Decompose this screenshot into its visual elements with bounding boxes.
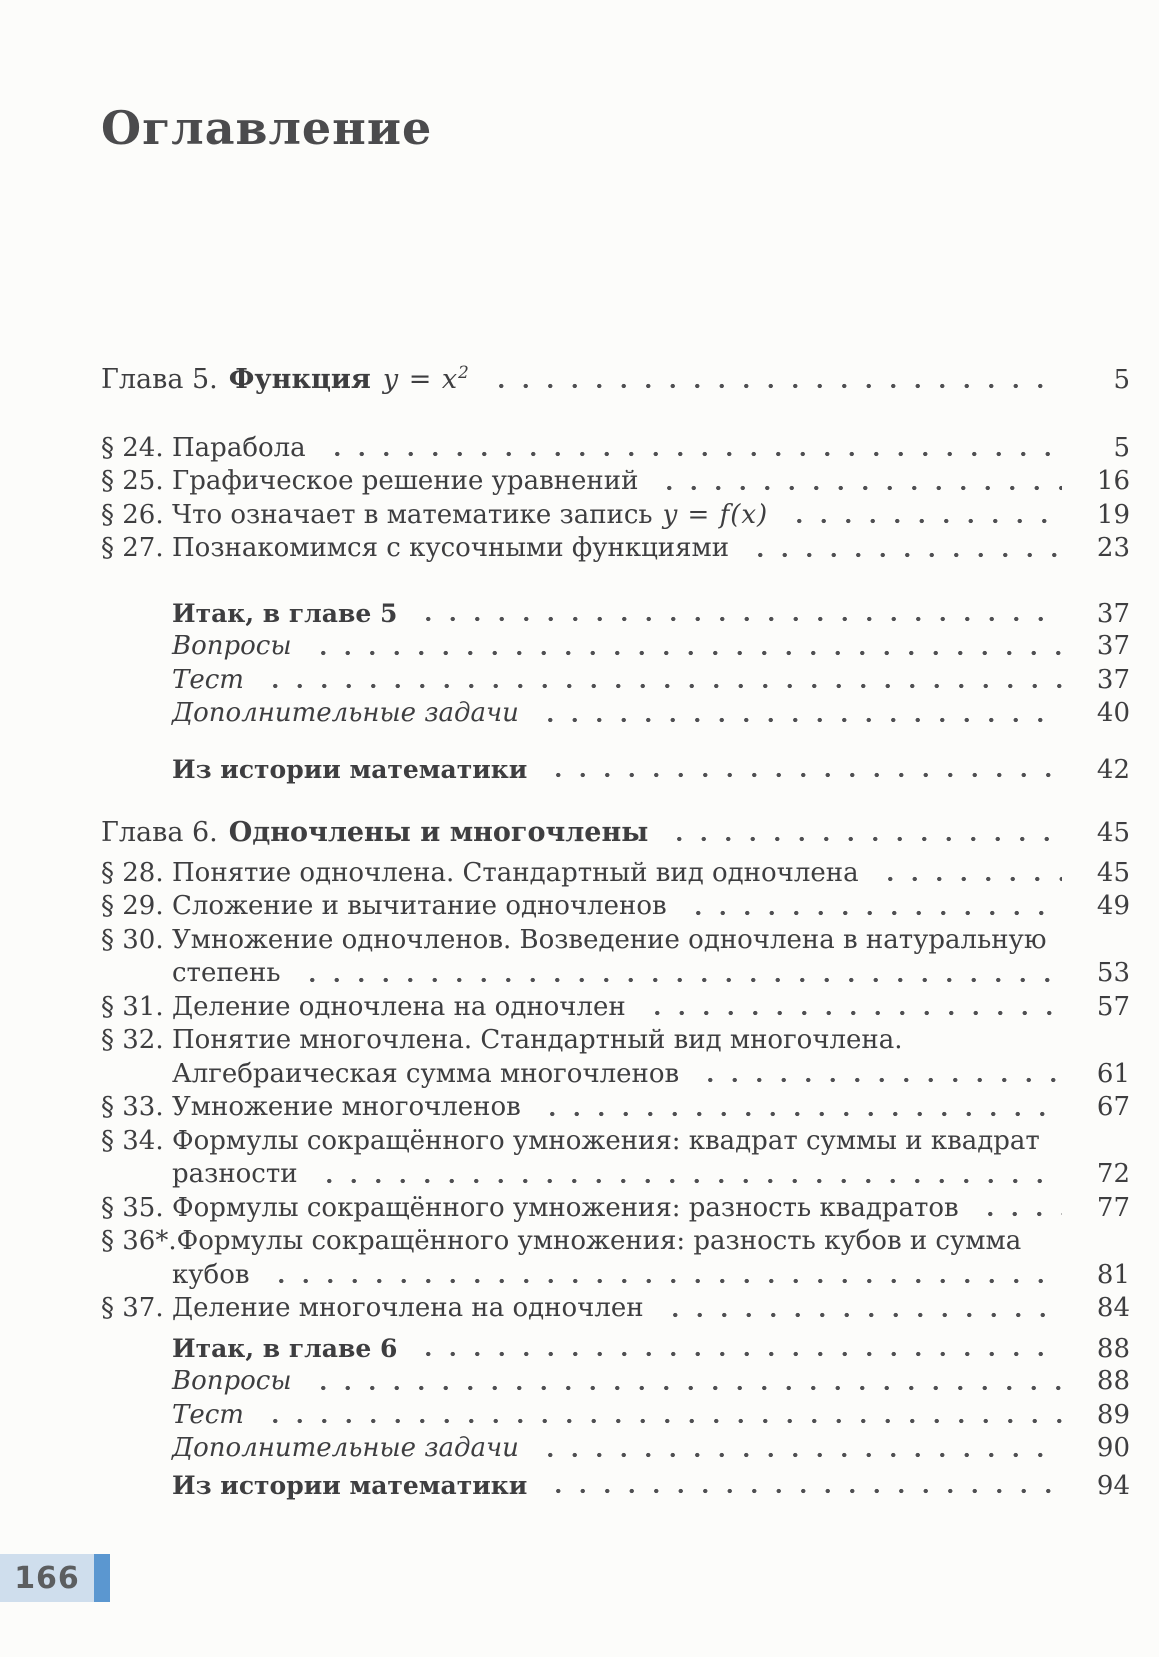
- toc-group-chapter5-extras: [101, 597, 1130, 731]
- entry-text: Деление многочлена на одночлен: [172, 1293, 644, 1323]
- entry-text: Деление одночлена на одночлен: [172, 991, 626, 1022]
- section-number: § 34.: [101, 1125, 164, 1156]
- toc-entry: [101, 1469, 1130, 1503]
- entry-page-number: 67: [1096, 1092, 1130, 1122]
- section-number: § 26.: [101, 499, 164, 530]
- section-number: § 32.: [101, 1025, 164, 1055]
- toc-entry: [101, 432, 1130, 466]
- dot-leader: [528, 1432, 1062, 1466]
- dot-leader: [528, 697, 1062, 731]
- dot-leader: [253, 664, 1062, 698]
- dot-leader: [536, 753, 1062, 787]
- dot-leader: [688, 1058, 1062, 1092]
- entry-page-number: 37: [1096, 631, 1130, 661]
- entry-text: Вопросы: [172, 631, 292, 661]
- toc-entry: [101, 924, 1130, 958]
- entry-text: Умножение многочленов: [172, 1092, 521, 1122]
- dot-leader: [259, 1259, 1063, 1293]
- dot-leader: [253, 1399, 1062, 1433]
- entry-text: Вопросы: [172, 1366, 292, 1396]
- entry-page-number: 45: [1096, 857, 1130, 888]
- toc-entry: [101, 1432, 1130, 1466]
- dot-leader: [479, 363, 1062, 397]
- toc-entry: [101, 1091, 1130, 1125]
- entry-text: Формулы сокращённого умножения: квадрат суммы и квадрат: [172, 1125, 1040, 1156]
- chapter-label: Глава 6.: [101, 817, 218, 848]
- entry-text: Формулы сокращённого умножения: разность кубов и сумма: [176, 1226, 1022, 1256]
- entry-page-number: 42: [1096, 754, 1130, 785]
- toc-group-chapter6-sections: [101, 857, 1130, 1326]
- chapter-title: Функция: [228, 364, 371, 395]
- dot-leader: [406, 1332, 1062, 1366]
- dot-leader: [307, 1158, 1062, 1192]
- entry-text: Из истории математики: [172, 1470, 528, 1500]
- entry-text: Тест: [172, 664, 244, 695]
- entry-text: Итак, в главе 5: [172, 598, 398, 628]
- footer-band-light: [0, 1554, 94, 1602]
- footer-page-badge: [0, 1554, 110, 1602]
- dot-leader: [530, 1091, 1062, 1125]
- dot-leader: [738, 532, 1062, 566]
- entry-text: Дополнительные задачи: [172, 1433, 519, 1463]
- entry-page-number: 37: [1096, 598, 1130, 629]
- dot-leader: [315, 432, 1062, 466]
- toc-entry-continuation: [101, 1158, 1130, 1192]
- dot-leader: [635, 991, 1062, 1025]
- toc-entry: [101, 630, 1130, 664]
- toc-group-chapter6-history: [101, 1469, 1130, 1503]
- entry-text: Что означает в математике запись: [172, 499, 653, 530]
- toc-entry-continuation: [101, 957, 1130, 991]
- entry-text: Формулы сокращённого умножения: разность квадратов: [172, 1192, 959, 1223]
- toc-entry: [101, 532, 1130, 566]
- toc-entry: [101, 664, 1130, 698]
- toc-entry: [101, 363, 1130, 397]
- entry-page-number: 57: [1096, 991, 1130, 1022]
- section-number: § 31.: [101, 991, 164, 1022]
- entry-page-number: 49: [1096, 891, 1130, 921]
- toc-entry: [101, 597, 1130, 631]
- dot-leader: [406, 597, 1062, 631]
- entry-text: кубов: [172, 1259, 250, 1290]
- toc-entry: [101, 857, 1130, 891]
- entry-text: Понятие одночлена. Стандартный вид одночлена: [172, 857, 859, 888]
- entry-text: Парабола: [172, 432, 306, 463]
- toc-entry: [101, 1399, 1130, 1433]
- entry-text: Понятие многочлена. Стандартный вид многочлена.: [172, 1025, 903, 1055]
- dot-leader: [653, 1292, 1062, 1326]
- toc-entry: [101, 991, 1130, 1025]
- section-number: § 27.: [101, 533, 164, 563]
- footer-page-number: 166: [14, 1560, 80, 1596]
- entry-text: Из истории математики: [172, 754, 528, 784]
- dot-leader: [647, 465, 1062, 499]
- entry-page-number: 88: [1096, 1366, 1130, 1396]
- toc-entry-continuation: [101, 1259, 1130, 1293]
- dot-leader: [290, 957, 1062, 991]
- toc-entry: [101, 499, 1130, 533]
- toc-entry-continuation: [101, 1058, 1130, 1092]
- entry-page-number: 19: [1096, 499, 1130, 530]
- section-number: § 24.: [101, 432, 164, 463]
- footer-accent-square: [94, 1554, 110, 1602]
- toc-entry: [101, 753, 1130, 787]
- toc-entry: [101, 1225, 1130, 1259]
- toc-entry: [101, 1024, 1130, 1058]
- section-number: § 37.: [101, 1293, 164, 1323]
- math-expression: $y = x^2$: [382, 362, 470, 395]
- entry-page-number: 16: [1096, 466, 1130, 496]
- section-number: § 28.: [101, 857, 164, 888]
- entry-page-number: 88: [1096, 1333, 1130, 1364]
- entry-text: Дополнительные задачи: [172, 698, 519, 728]
- toc-entry: [101, 1292, 1130, 1326]
- toc-entry: [101, 816, 1130, 850]
- superscript: 2: [458, 362, 470, 382]
- toc-entry: [101, 465, 1130, 499]
- section-number: § 25.: [101, 466, 164, 496]
- dot-leader: [676, 890, 1062, 924]
- dot-leader: [777, 499, 1062, 533]
- entry-text: разности: [172, 1159, 298, 1189]
- page-title: Оглавление: [101, 101, 433, 155]
- entry-page-number: 72: [1096, 1159, 1130, 1189]
- toc-entry: [101, 1125, 1130, 1159]
- entry-page-number: 77: [1096, 1192, 1130, 1223]
- entry-page-number: 23: [1096, 533, 1130, 563]
- math-expression: y = f(x): [662, 499, 769, 530]
- toc-entry: [101, 1332, 1130, 1366]
- toc: [101, 363, 1130, 1502]
- dot-leader: [301, 1365, 1062, 1399]
- toc-entry: [101, 1192, 1130, 1226]
- toc-entry: [101, 1365, 1130, 1399]
- entry-page-number: 5: [1113, 432, 1130, 463]
- entry-text: Умножение одночленов. Возведение одночлена в натуральную: [172, 924, 1047, 955]
- toc-group-chapter6-extras: [101, 1332, 1130, 1466]
- entry-page-number: 37: [1096, 664, 1130, 695]
- entry-text: Итак, в главе 6: [172, 1333, 398, 1363]
- chapter-title: Одночлены и многочлены: [228, 817, 649, 848]
- entry-page-number: 40: [1096, 698, 1130, 728]
- dot-leader: [968, 1192, 1062, 1226]
- entry-page-number: 5: [1113, 365, 1130, 395]
- section-number: § 29.: [101, 891, 164, 921]
- entry-page-number: 94: [1096, 1470, 1130, 1501]
- dot-leader: [868, 857, 1062, 891]
- section-number: § 33.: [101, 1092, 164, 1122]
- toc-group-chapter6-heading: [101, 816, 1130, 850]
- entry-text: степень: [172, 958, 281, 988]
- entry-text: Графическое решение уравнений: [172, 466, 639, 496]
- dot-leader: [536, 1469, 1062, 1503]
- entry-page-number: 84: [1096, 1293, 1130, 1323]
- toc-entry: [101, 890, 1130, 924]
- dot-leader: [301, 630, 1062, 664]
- entry-text: Познакомимся с кусочными функциями: [172, 533, 730, 563]
- toc-group-chapter5-history: [101, 753, 1130, 787]
- entry-page-number: 53: [1096, 958, 1130, 988]
- entry-text: Сложение и вычитание одночленов: [172, 891, 667, 921]
- entry-page-number: 81: [1096, 1259, 1130, 1290]
- section-number: § 30.: [101, 924, 164, 955]
- entry-text: Тест: [172, 1399, 244, 1430]
- entry-page-number: 61: [1096, 1058, 1130, 1089]
- section-number: § 36*.: [101, 1226, 177, 1256]
- toc-group-chapter5-heading: [101, 363, 1130, 397]
- entry-page-number: 90: [1096, 1433, 1130, 1463]
- entry-page-number: 89: [1096, 1399, 1130, 1430]
- dot-leader: [657, 816, 1062, 850]
- entry-text: Алгебраическая сумма многочленов: [172, 1058, 680, 1089]
- toc-group-chapter5-sections: [101, 432, 1130, 566]
- chapter-label: Глава 5.: [101, 364, 218, 395]
- entry-page-number: 45: [1096, 818, 1130, 848]
- toc-entry: [101, 697, 1130, 731]
- section-number: § 35.: [101, 1192, 164, 1223]
